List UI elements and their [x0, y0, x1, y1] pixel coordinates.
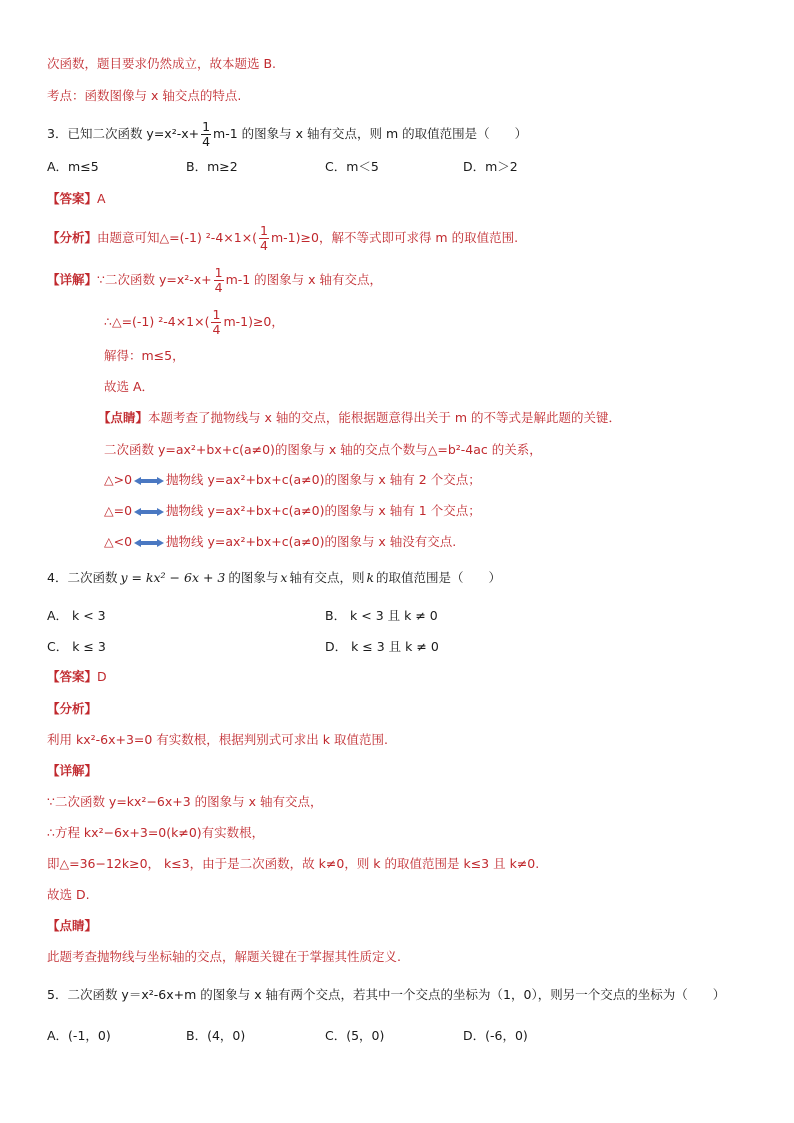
detail-tag: 【详解】 — [47, 272, 98, 287]
q3-option-c: C．m＜5 — [325, 159, 379, 174]
answer-value: A — [97, 191, 106, 206]
step1-text-a: ∴△=(-1) ²-4×1×( — [104, 314, 210, 329]
q4-analysis-tag: 【分析】 — [47, 701, 98, 716]
q4-analysis: 利用 kx²-6x+3=0 有实数根，根据判别式可求出 k 取值范围. — [47, 732, 388, 747]
q4-stem-a: 4．二次函数 — [47, 570, 118, 585]
fraction-numerator: 1 — [212, 307, 221, 322]
remark-tag: 【点睛】 — [98, 410, 149, 425]
q4-remark-tag: 【点睛】 — [47, 918, 98, 933]
fraction-numerator: 1 — [260, 223, 268, 238]
q5-option-b: B．(4，0) — [186, 1028, 246, 1043]
q3-stem-b: m-1 的图象与 x 轴有交点，则 m 的取值范围是（ ） — [213, 126, 528, 141]
detail-fraction — [214, 266, 224, 295]
q3-option-a: A．m≤5 — [47, 159, 99, 174]
q3-option-d: D．m＞2 — [463, 159, 518, 174]
double-arrow-icon — [134, 539, 164, 547]
q3-detail — [47, 266, 382, 295]
q3-fraction — [201, 120, 211, 149]
answer-tag: 【答案】 — [47, 191, 98, 206]
q5-option-d: D．(-6，0) — [463, 1028, 528, 1043]
answer-tag: 【答案】 — [47, 669, 98, 684]
fraction-denominator: 4 — [260, 238, 268, 253]
detail-text-a: ∵二次函数 y=x²-x+ — [97, 272, 212, 287]
q4-formula: y = kx² − 6x + 3 — [120, 570, 226, 585]
analysis-fraction — [259, 224, 269, 253]
q5-option-c: C．(5，0) — [325, 1028, 385, 1043]
q3-rule-intro: 二次函数 y=ax²+bx+c(a≠0)的图象与 x 轴的交点个数与△=b²-4ac 的关系， — [104, 442, 542, 457]
q4-option-b: B． k < 3 且 k ≠ 0 — [325, 608, 438, 623]
step1-fraction — [211, 308, 221, 337]
q3-analysis — [47, 224, 518, 253]
q3-rule-row — [104, 471, 481, 489]
q4-option-c: C． k ≤ 3 — [47, 639, 106, 654]
q4-remark: 此题考查抛物线与坐标轴的交点，解题关键在于掌握其性质定义. — [47, 949, 401, 964]
q3-step-1 — [104, 308, 284, 337]
q4-detail-tag: 【详解】 — [47, 763, 98, 778]
q3-answer — [47, 190, 106, 208]
rule-condition: △>0 — [104, 472, 133, 487]
q4-answer — [47, 668, 107, 686]
q3-option-b: B．m≥2 — [186, 159, 238, 174]
q3-rule-row — [104, 533, 456, 551]
q4-stem — [47, 569, 501, 587]
q4-detail-2: ∴方程 kx²−6x+3=0(k≠0)有实数根， — [47, 825, 265, 840]
rule-text: 抛物线 y=ax²+bx+c(a≠0)的图象与 x 轴有 2 个交点； — [166, 472, 481, 487]
q3-remark — [98, 409, 621, 427]
detail-text-b: m-1 的图象与 x 轴有交点， — [225, 272, 383, 287]
fraction-denominator: 4 — [214, 280, 223, 295]
q5-stem: 5．二次函数 y＝x²-6x+m 的图象与 x 轴有两个交点，若其中一个交点的坐标为（1，0），则另一个交点的坐标为（ ） — [47, 987, 726, 1002]
remark-text: 本题考查了抛物线与 x 轴的交点，能根据题意得出关于 m 的不等式是解此题的关键． — [148, 410, 621, 425]
rule-condition: △<0 — [104, 534, 133, 549]
analysis-text-b: m-1)≥0，解不等式即可求得 m 的取值范围. — [271, 230, 519, 245]
rule-condition: △=0 — [104, 503, 133, 518]
answer-value: D — [97, 669, 107, 684]
q4-detail-1: ∵二次函数 y=kx²−6x+3 的图象与 x 轴有交点， — [47, 794, 323, 809]
q3-stem — [47, 120, 527, 149]
q5-option-a: A．(-1，0) — [47, 1028, 111, 1043]
double-arrow-icon — [134, 477, 164, 485]
q4-stem-b: 的图象与 — [228, 570, 279, 585]
fraction-denominator: 4 — [212, 322, 221, 337]
rule-text: 抛物线 y=ax²+bx+c(a≠0)的图象与 x 轴没有交点. — [166, 534, 457, 549]
q3-step-2: 解得：m≤5， — [104, 348, 185, 363]
q4-var-k: k — [366, 570, 375, 585]
continuation-line: 次函数，题目要求仍然成立，故本题选 B. — [47, 56, 277, 71]
q4-detail-4: 故选 D. — [47, 887, 90, 902]
q4-detail-3: 即△=36−12k≥0， k≤3，由于是二次函数，故 k≠0，则 k 的取值范围是 k≤3 且 k≠0. — [47, 856, 540, 871]
fraction-denominator: 4 — [202, 134, 211, 149]
double-arrow-icon — [134, 508, 164, 516]
fraction-numerator: 1 — [214, 265, 223, 280]
q3-step-3: 故选 A． — [104, 379, 155, 394]
fraction-numerator: 1 — [202, 119, 211, 134]
analysis-tag: 【分析】 — [47, 230, 98, 245]
q4-stem-d: 的取值范围是（ ） — [376, 570, 502, 585]
q4-var-x: x — [280, 570, 288, 585]
rule-text: 抛物线 y=ax²+bx+c(a≠0)的图象与 x 轴有 1 个交点； — [166, 503, 481, 518]
q4-stem-c: 轴有交点，则 — [289, 570, 365, 585]
analysis-text-a: 由题意可知△=(-1) ²-4×1×( — [97, 230, 258, 245]
step1-text-b: m-1)≥0， — [223, 314, 284, 329]
q4-option-a: A． k < 3 — [47, 608, 106, 623]
q3-rule-row — [104, 502, 481, 520]
q4-option-d: D． k ≤ 3 且 k ≠ 0 — [325, 639, 439, 654]
q3-stem-a: 3．已知二次函数 y=x²-x+ — [47, 126, 200, 141]
key-point-line: 考点：函数图像与 x 轴交点的特点. — [47, 88, 242, 103]
